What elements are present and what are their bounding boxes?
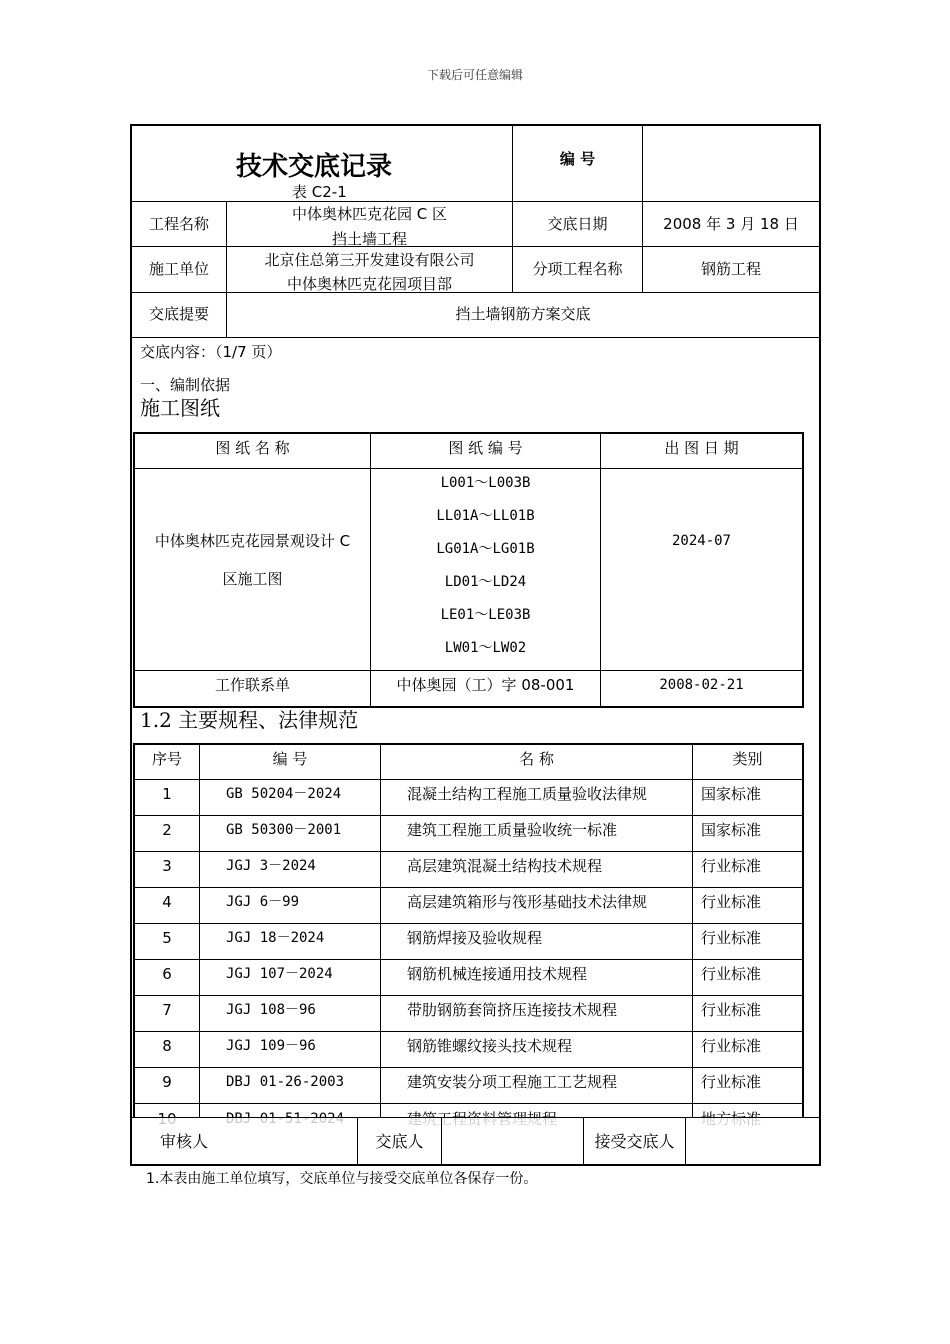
drawing-code: LD01～LD24 — [444, 574, 527, 590]
reg-name: 钢筋锥螺纹接头技术规程 — [407, 1037, 573, 1055]
section-basis: 一、编制依据 — [140, 376, 231, 394]
sub-drawings: 施工图纸 — [140, 396, 220, 420]
project-name-line2: 挡土墙工程 — [331, 230, 407, 248]
reg-no: 5 — [162, 929, 172, 947]
regs-header-code: 编 号 — [272, 750, 308, 768]
date-label: 交底日期 — [547, 215, 608, 233]
reg-name: 带肋钢筋套筒挤压连接技术规程 — [407, 1001, 618, 1019]
drawing-code: LG01A～LG01B — [436, 541, 535, 557]
reviewer-label: 审核人 — [160, 1132, 209, 1151]
content-label: 交底内容：（1/7 页） — [140, 343, 282, 361]
contact-label: 工作联系单 — [214, 676, 290, 694]
reg-name: 高层建筑箱形与筏形基础技术法律规 — [407, 893, 648, 911]
date-value: 2008 年 3 月 18 日 — [663, 215, 799, 233]
drawing-code: LW01～LW02 — [444, 640, 527, 656]
discloser-label: 交底人 — [375, 1132, 424, 1151]
download-note: 下载后可任意编辑 — [426, 68, 523, 82]
drawing-name-line1: 中体奥林匹克花园景观设计 C — [154, 532, 351, 550]
reg-code: JGJ 18－2024 — [226, 930, 325, 946]
reg-type: 行业标准 — [701, 965, 762, 983]
reg-type: 行业标准 — [701, 893, 762, 911]
reg-no: 2 — [162, 821, 172, 839]
unit-line1: 北京住总第三开发建设有限公司 — [264, 251, 475, 269]
drawings-header-date: 出 图 日 期 — [664, 439, 739, 457]
reg-code: GB 50204－2024 — [226, 786, 342, 802]
reg-code: JGJ 6－99 — [226, 894, 300, 910]
reg-code: JGJ 3－2024 — [226, 858, 316, 874]
summary-label: 交底提要 — [148, 305, 209, 323]
signature-row — [132, 1118, 819, 1164]
footnote: 1.本表由施工单位填写，交底单位与接受交底单位各保存一份。 — [146, 1171, 538, 1187]
reg-type: 行业标准 — [701, 929, 762, 947]
reg-code: GB 50300－2001 — [226, 822, 342, 838]
reg-name: 高层建筑混凝土结构技术规程 — [407, 857, 603, 875]
drawings-header-code: 图 纸 编 号 — [448, 439, 523, 457]
drawing-code: L001～L003B — [440, 475, 531, 491]
reg-no: 8 — [162, 1037, 172, 1055]
reg-no: 1 — [162, 785, 172, 803]
regs-header-name: 名 称 — [519, 750, 554, 768]
reg-type: 行业标准 — [701, 857, 762, 875]
sub-project-label: 分项工程名称 — [532, 260, 623, 278]
receiver-label: 接受交底人 — [594, 1132, 675, 1151]
reg-type: 行业标准 — [701, 1073, 762, 1091]
reg-name: 建筑工程施工质量验收统一标准 — [407, 821, 618, 839]
reg-code: JGJ 109－96 — [226, 1038, 316, 1054]
contact-code: 中体奥园（工）字 08-001 — [396, 676, 575, 694]
number-label: 编 号 — [559, 150, 596, 168]
reg-name: 钢筋机械连接通用技术规程 — [407, 965, 588, 983]
reg-code: DBJ 01-26-2003 — [226, 1074, 345, 1090]
reg-code: JGJ 108－96 — [226, 1002, 316, 1018]
reg-type: 行业标准 — [701, 1001, 762, 1019]
reg-type: 行业标准 — [701, 1037, 762, 1055]
drawing-date: 2024-07 — [671, 533, 731, 549]
contact-date: 2008-02-21 — [659, 677, 744, 693]
regs-header-type: 类别 — [732, 750, 763, 768]
project-name-label: 工程名称 — [148, 215, 209, 233]
reg-name: 钢筋焊接及验收规程 — [407, 929, 543, 947]
reg-no: 9 — [162, 1073, 172, 1091]
form-title: 技术交底记录 — [236, 152, 393, 182]
summary-value: 挡土墙钢筋方案交底 — [455, 305, 591, 323]
reg-code: JGJ 107－2024 — [226, 966, 333, 982]
sub-regulations: 1.2 主要规程、法律规范 — [140, 708, 359, 732]
reg-type: 国家标准 — [701, 821, 762, 839]
sub-project-value: 钢筋工程 — [700, 260, 761, 278]
drawing-name-line2: 区施工图 — [222, 570, 283, 588]
form-number: 表 C2-1 — [292, 183, 347, 201]
unit-line2: 中体奥林匹克花园项目部 — [286, 275, 452, 293]
drawings-header-name: 图 纸 名 称 — [215, 439, 290, 457]
reg-name: 混凝土结构工程施工质量验收法律规 — [407, 785, 648, 803]
project-name-line1: 中体奥林匹克花园 C 区 — [291, 205, 447, 223]
regs-header-no: 序号 — [151, 750, 182, 768]
reg-no: 7 — [162, 1001, 172, 1019]
drawing-code: LE01～LE03B — [440, 607, 531, 623]
reg-name: 建筑安装分项工程施工工艺规程 — [407, 1073, 618, 1091]
reg-no: 3 — [162, 857, 172, 875]
reg-type: 国家标准 — [701, 785, 762, 803]
reg-no: 4 — [162, 893, 172, 911]
drawing-code: LL01A～LL01B — [436, 508, 535, 524]
unit-label: 施工单位 — [148, 260, 209, 278]
reg-no: 6 — [162, 965, 172, 983]
